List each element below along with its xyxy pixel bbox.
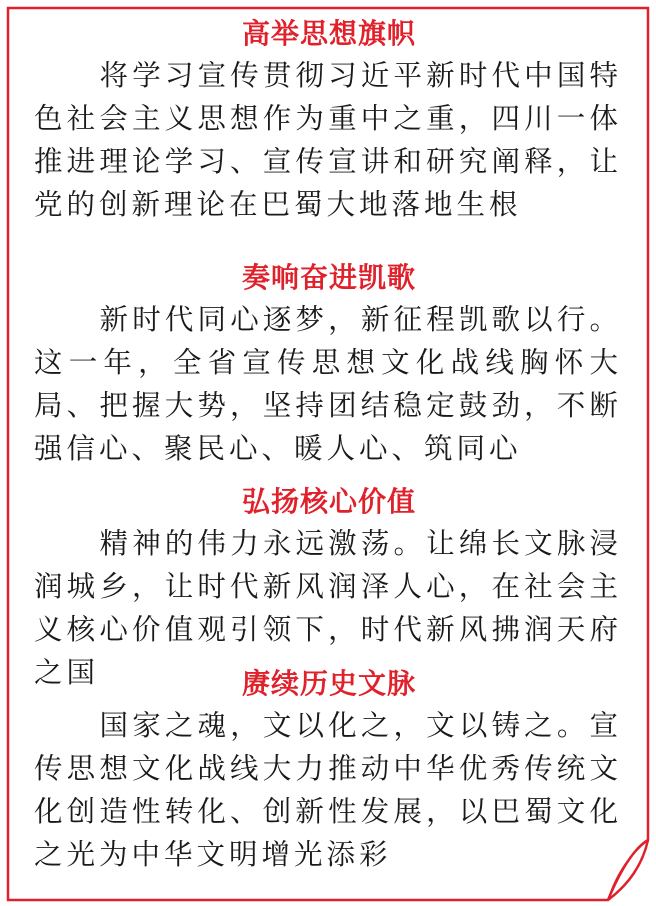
section-1 xyxy=(34,14,624,258)
section-heading: 高举思想旗帜 xyxy=(241,17,416,50)
section-body: 将学习宣传贯彻习近平新时代中国特色社会主义思想作为重中之重，四川一体推进理论学习、宣传宣讲和研究阐释，让党的创新理论在巴蜀大地落地生根 xyxy=(34,59,622,221)
section-heading: 弘扬核心价值 xyxy=(241,485,416,518)
section-body: 精神的伟力永远激荡。让绵长文脉浸润城乡，让时代新风润泽人心，在社会主义核心价值观引领下，时代新风拂润天府之国 xyxy=(34,527,622,689)
section-body: 新时代同心逐梦，新征程凯歌以行。这一年，全省宣传思想文化战线胸怀大局、把握大势，坚持团结稳定鼓劲，不断强信心、聚民心、暖人心、筑同心 xyxy=(34,303,622,465)
section-heading: 赓续历史文脉 xyxy=(241,667,416,700)
section-heading: 奏响奋进凯歌 xyxy=(241,261,416,294)
section-body: 国家之魂，文以化之，文以铸之。宣传思想文化战线大力推动中华优秀传统文化创造性转化、创新性发展，以巴蜀文化之光为中华文明增光添彩 xyxy=(34,709,622,871)
section-4 xyxy=(34,664,624,876)
article-content xyxy=(34,14,624,894)
section-2 xyxy=(34,258,624,482)
